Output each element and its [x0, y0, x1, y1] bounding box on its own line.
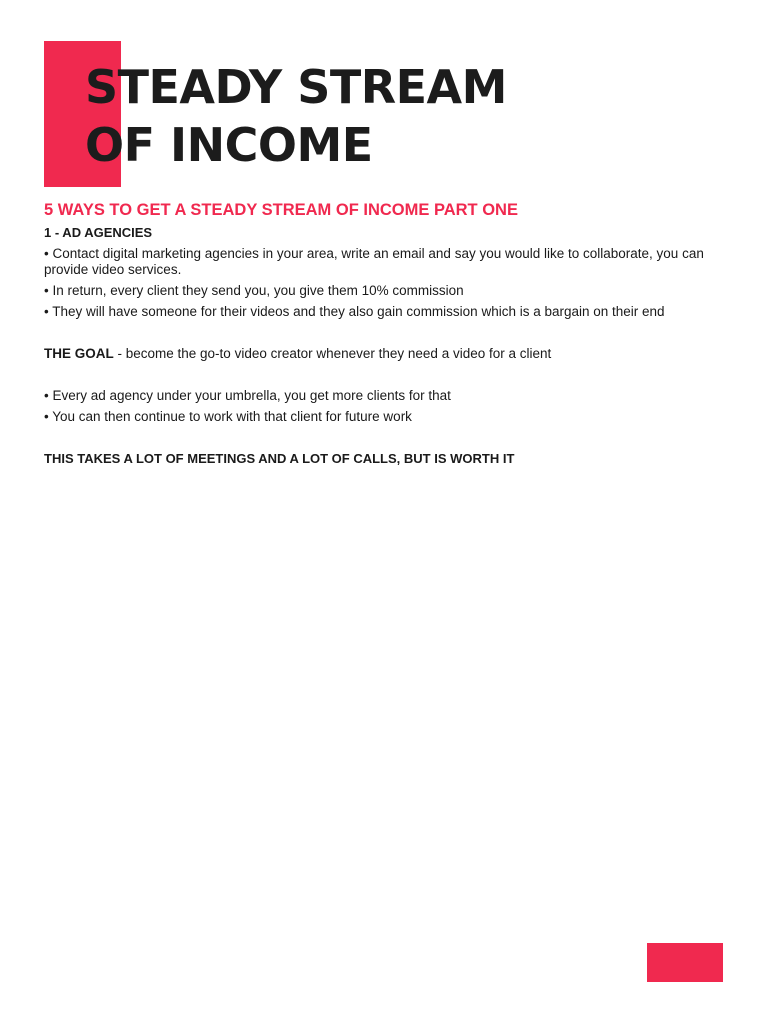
bullet-item: • Every ad agency under your umbrella, you get more clients for that — [44, 388, 451, 403]
bullet-item: • Contact digital marketing agencies in your area, write an email and say you would like to collaborate, you can provide video services. — [44, 246, 704, 277]
title-line-2: OF INCOME — [85, 118, 373, 172]
section-heading: 1 - AD AGENCIES — [44, 225, 153, 240]
goal-text: - become the go-to video creator whenever they need a video for a client — [113, 346, 552, 361]
page-title — [85, 58, 507, 174]
title-line-1: STEADY STREAM — [85, 60, 507, 114]
closing-statement: THIS TAKES A LOT OF MEETINGS AND A LOT OF CALLS, BUT IS WORTH IT — [44, 451, 515, 466]
corner-accent-block — [647, 943, 723, 982]
goal-label: THE GOAL — [44, 346, 114, 361]
bullet-item: • You can then continue to work with that client for future work — [44, 409, 412, 424]
subtitle: 5 WAYS TO GET A STEADY STREAM OF INCOME PART ONE — [44, 201, 518, 219]
bullet-item: • They will have someone for their videos and they also gain commission which is a bargain on their end — [44, 304, 665, 319]
spacer — [44, 430, 734, 451]
document-body — [44, 199, 734, 467]
spacer — [44, 367, 734, 388]
goal-statement — [44, 346, 734, 362]
bullet-item: • In return, every client they send you, you give them 10% commission — [44, 283, 464, 298]
spacer — [44, 325, 734, 346]
